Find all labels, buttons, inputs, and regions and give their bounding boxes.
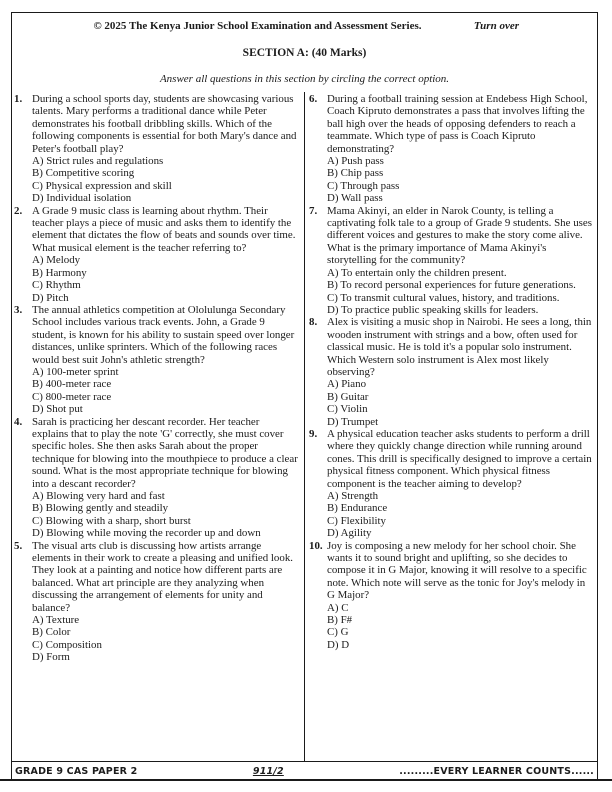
- question-number: 4.: [14, 415, 23, 428]
- option-b: B) Endurance: [327, 502, 388, 515]
- option-d: D) Trumpet: [327, 415, 379, 428]
- question-body: [327, 316, 594, 428]
- copyright-notice: © 2025 The Kenya Junior School Examination and Assessment Series.: [93, 20, 422, 32]
- question-body: [32, 205, 298, 304]
- question-7: [309, 205, 594, 317]
- option-b: B) F#: [327, 614, 353, 627]
- questions-column-left: [12, 92, 305, 761]
- questions-column-right: [305, 92, 597, 761]
- question-text: A Grade 9 music class is learning about rhythm. Their teacher plays a piece of music and asks them to identify the element that dictates the flow of beats and sounds over time. What musical element is the teacher referring to?: [32, 204, 296, 254]
- option-d: D) D: [327, 638, 350, 651]
- option-b: B) Guitar: [327, 390, 369, 403]
- option-a: A) Strict rules and regulations: [32, 155, 164, 168]
- option-d: D) Individual isolation: [32, 192, 132, 205]
- question-body: [32, 93, 298, 205]
- question-text: Joy is composing a new melody for her school choir. She wants it to sound bright and uplifting, so she decides to compose it in G Major, knowing it will resolve to a specific note. Which note will serve as the tonic for Joy's melody in G Major?: [327, 539, 587, 602]
- option-b: B) To record personal experiences for future generations.: [327, 279, 576, 292]
- exam-footer: [12, 761, 597, 780]
- option-b: B) Color: [32, 626, 71, 639]
- question-8: [309, 316, 594, 428]
- question-text: During a football training session at Endebess High School, Coach Kipruto demonstrates a pass that involves lifting the ball high over the heads of opposing defenders to reach a teammate. Which type of pass is Coach Kipruto demonstrating?: [327, 93, 588, 155]
- question-body: [327, 93, 594, 205]
- option-a: A) 100-meter sprint: [32, 365, 119, 378]
- option-c: C) 800-meter race: [32, 390, 112, 403]
- question-5: [14, 540, 298, 664]
- option-c: C) Violin: [327, 403, 368, 416]
- option-c: C) Rhythm: [32, 279, 81, 292]
- question-number: 6.: [309, 93, 318, 105]
- question-text: The annual athletics competition at Ololulunga Secondary School includes various track events. John, a Grade 9 student, is known for his ability to sustain speed over longer distances, unlike sprinters. Which of the following races would best suit John's athletic strength?: [32, 303, 295, 366]
- question-2: [14, 205, 298, 304]
- question-1: [14, 93, 298, 205]
- option-c: C) Blowing with a sharp, short burst: [32, 514, 191, 527]
- option-a: A) Melody: [32, 254, 81, 267]
- option-c: C) G: [327, 626, 349, 639]
- option-a: A) Piano: [327, 378, 367, 391]
- option-b: B) Harmony: [32, 266, 87, 279]
- option-b: B) 400-meter race: [32, 378, 112, 391]
- question-body: [327, 540, 594, 652]
- option-c: C) Composition: [32, 638, 102, 651]
- option-c: C) Physical expression and skill: [32, 179, 172, 192]
- question-number: 7.: [309, 204, 318, 217]
- option-c: C) Through pass: [327, 179, 400, 192]
- footer-motto: .........EVERY LEARNER COUNTS......: [399, 765, 594, 777]
- question-text: During a school sports day, students are showcasing various talents. Mary performs a traditional dance while Peter demonstrates his football dribbling skills. Which of the following components is essential for both Mary's dance and Peter's football play?: [32, 93, 297, 155]
- turn-over-label: Turn over: [473, 20, 519, 32]
- footer-paper-name: GRADE 9 CAS PAPER 2: [15, 765, 138, 777]
- option-a: A) Strength: [327, 490, 379, 502]
- option-d: D) Agility: [327, 527, 372, 540]
- question-text: Alex is visiting a music shop in Nairobi. He sees a long, thin wooden instrument with strings and a bow, often used for classical music. He is told it's a popular solo instrument. Which Western solo instrument is Alex most likely observing?: [327, 316, 592, 378]
- option-a: A) C: [327, 601, 349, 614]
- option-d: D) Blowing while moving the recorder up and down: [32, 527, 261, 540]
- option-b: B) Competitive scoring: [32, 167, 135, 180]
- question-4: [14, 416, 298, 540]
- question-text: Sarah is practicing her descant recorder. Her teacher explains that to play the note 'G' correctly, she must cover specific holes. She then asks Sarah about the proper technique for blowing into the mouthpiece to produce a clear sound. What is the most appropriate technique for blowing into a descant recorder?: [32, 415, 298, 490]
- exam-page: [11, 12, 598, 781]
- question-text: A physical education teacher asks students to perform a drill where they quickly change direction while running around cones. This drill is specifically designed to improve a certain physical fitness component. Which physical fitness component is the teacher aiming to develop?: [327, 427, 592, 490]
- option-a: A) Texture: [32, 614, 80, 627]
- question-number: 10.: [309, 539, 323, 552]
- section-instructions: Answer all questions in this section by circling the correct option.: [159, 73, 450, 85]
- question-text: The visual arts club is discussing how artists arrange elements in their work to create a pleasing and unified look. They look at a painting and notice how different parts are balanced. What art principle are they analyzing when discussing the arrangement of elements for unity and balance?: [32, 539, 293, 614]
- option-d: D) Form: [32, 651, 70, 664]
- question-number: 8.: [309, 316, 318, 329]
- question-number: 5.: [14, 539, 23, 552]
- section-title: SECTION A: (40 Marks): [242, 47, 367, 59]
- option-c: C) To transmit cultural values, history, and traditions.: [327, 291, 560, 304]
- question-3: [14, 304, 298, 416]
- question-number: 3.: [14, 303, 23, 316]
- question-body: [327, 428, 594, 540]
- header-row: [12, 20, 597, 32]
- question-10: [309, 540, 594, 652]
- question-body: [32, 540, 298, 664]
- question-body: [32, 416, 298, 540]
- question-number: 2.: [14, 204, 23, 217]
- questions-area: [12, 92, 597, 761]
- page-bottom-rule: [0, 779, 612, 781]
- option-a: A) Push pass: [327, 155, 384, 168]
- exam-header: [12, 13, 597, 85]
- option-b: B) Chip pass: [327, 167, 384, 180]
- option-a: A) To entertain only the children present.: [327, 266, 507, 279]
- option-d: D) Shot put: [32, 403, 83, 416]
- question-body: [327, 205, 594, 317]
- question-number: 9.: [309, 427, 318, 440]
- question-body: [32, 304, 298, 416]
- option-c: C) Flexibility: [327, 514, 386, 527]
- option-b: B) Blowing gently and steadily: [32, 502, 169, 515]
- option-a: A) Blowing very hard and fast: [32, 490, 165, 502]
- question-6: [309, 93, 594, 205]
- option-d: D) To practice public speaking skills for leaders.: [327, 303, 539, 316]
- question-9: [309, 428, 594, 540]
- option-d: D) Wall pass: [327, 192, 383, 205]
- option-d: D) Pitch: [32, 291, 69, 304]
- footer-paper-code: 911/2: [252, 765, 284, 777]
- question-number: 1.: [14, 93, 23, 105]
- question-text: Mama Akinyi, an elder in Narok County, is telling a captivating folk tale to a group of Grade 9 students. She uses different voices and gestures to make the story come alive. What is the primary importance of Mama Akinyi's storytelling for the community?: [327, 204, 592, 267]
